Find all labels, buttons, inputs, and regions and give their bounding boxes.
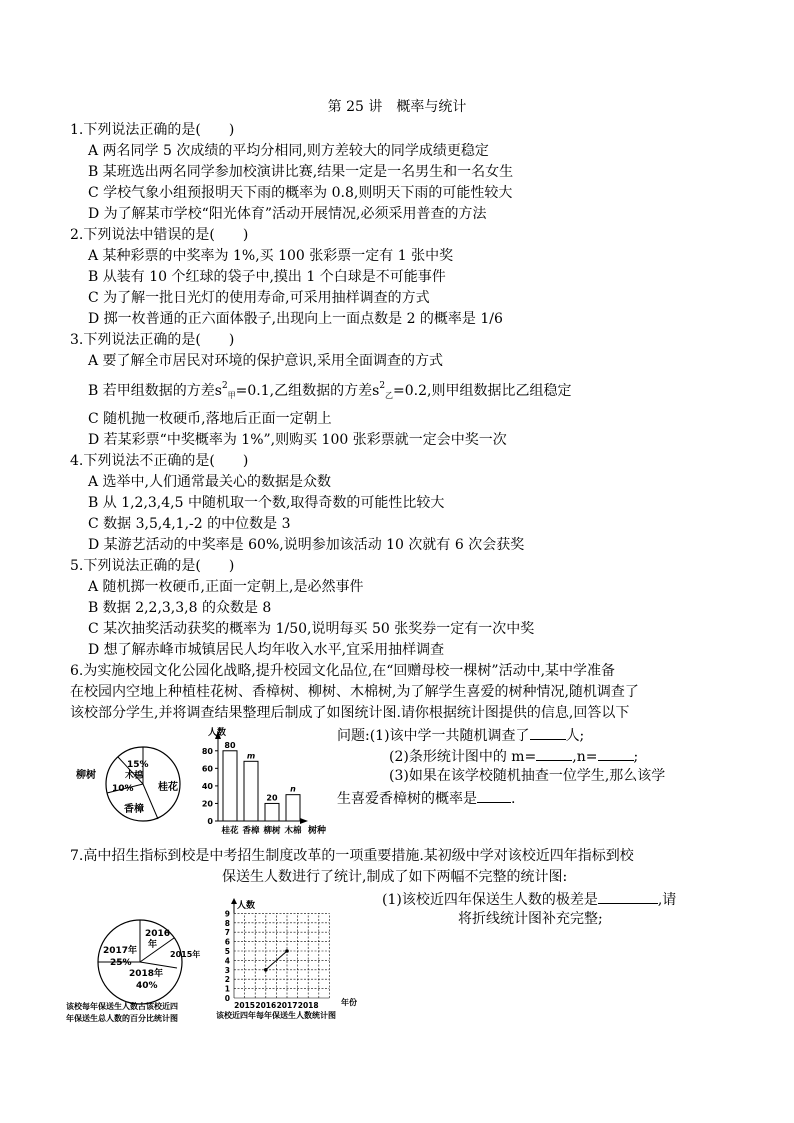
answer-blank-m[interactable] bbox=[536, 746, 572, 761]
line-caption: 该校近四年每年保送生人数统计图 bbox=[216, 1011, 336, 1020]
bar-y-tick-label: 20 bbox=[201, 799, 213, 809]
q5-option-c: C 某次抽奖活动获奖的概率为 1/50,说明每买 50 张奖券一定有一次中奖 bbox=[88, 621, 535, 637]
q4-option-b: B 从 1,2,3,4,5 中随机取一个数,取得奇数的可能性比较大 bbox=[88, 495, 445, 511]
bar-value-label: 20 bbox=[266, 793, 278, 803]
line-y-tick-label: 2 bbox=[224, 975, 230, 985]
q4-option-d: D 某游艺活动的中奖率是 60%,说明参加该活动 10 次就有 6 次会获奖 bbox=[88, 537, 525, 553]
page-title: 第 25 讲 概率与统计 bbox=[327, 99, 467, 115]
bar-2 bbox=[265, 803, 279, 821]
pie-label-2018-pct: 40% bbox=[136, 981, 158, 991]
q5-stem: 5.下列说法正确的是( ) bbox=[70, 558, 235, 574]
answer-blank[interactable] bbox=[530, 725, 566, 740]
line-y-tick-label: 0 bbox=[224, 994, 230, 1003]
variance-symbol: $s^2_甲$ bbox=[214, 381, 236, 400]
line-x-tick-label: 2016 bbox=[255, 1001, 277, 1010]
q7-line1: 7.高中招生指标到校是中考招生制度改革的一项重要措施.某初级中学对该校近四年指标到校 bbox=[70, 848, 634, 864]
line-y-tick-label: 6 bbox=[224, 937, 230, 947]
line-ylabel: 人数 bbox=[237, 901, 256, 911]
pie-label-guihua: 桂花 bbox=[158, 782, 178, 793]
q3-b-pre: B 若甲组数据的方差 bbox=[88, 383, 215, 399]
q5-option-b: B 数据 2,2,3,3,8 的众数是 8 bbox=[88, 600, 272, 616]
q6-line3: 该校部分学生,并将调查结果整理后制成了如图统计图.请你根据统计图提供的信息,回答以下 bbox=[70, 705, 630, 721]
pie-label-2017: 2017年 bbox=[103, 946, 138, 956]
bar-value-label: m bbox=[246, 751, 256, 761]
line-xlabel: 年份 bbox=[341, 998, 357, 1007]
bar-0 bbox=[223, 751, 237, 821]
q2-option-a: A 某种彩票的中奖率为 1%,买 100 张彩票一定有 1 张中奖 bbox=[88, 248, 454, 264]
pie-label-2016-suffix: 年 bbox=[148, 940, 158, 950]
q6-sub1: 问题:(1)该中学一共随机调查了 人; bbox=[337, 725, 584, 745]
pie-label-xiangzhang: 香樟 bbox=[124, 804, 144, 815]
q5-option-a: A 随机掷一枚硬币,正面一定朝上,是必然事件 bbox=[88, 579, 364, 595]
pie-label-2017-pct: 25% bbox=[110, 958, 132, 968]
bar-y-tick-label: 40 bbox=[201, 781, 213, 791]
q4-stem: 4.下列说法不正确的是( ) bbox=[70, 453, 249, 469]
q6-line1: 6.为实施校园文化公园化战略,提升校园文化品位,在“回赠母校一棵树”活动中,某中学准备 bbox=[70, 663, 616, 679]
bar-3 bbox=[286, 795, 300, 821]
line-y-tick-label: 9 bbox=[224, 909, 230, 919]
line-y-tick-label: 8 bbox=[224, 918, 230, 928]
q3-option-d: D 若某彩票“中奖概率为 1%”,则购买 100 张彩票就一定会中奖一次 bbox=[88, 432, 507, 448]
pie-label-liushu: 柳树 bbox=[76, 770, 96, 781]
bar-xlabel: 树种 bbox=[308, 826, 327, 836]
line-y-tick-label: 4 bbox=[224, 956, 230, 966]
q3-option-a: A 要了解全市居民对环境的保护意识,采用全面调查的方式 bbox=[88, 353, 444, 369]
line-x-tick-label: 2018 bbox=[297, 1001, 319, 1010]
bar-category-label: 木棉 bbox=[284, 826, 302, 836]
bar-ylabel: 人数 bbox=[208, 728, 227, 738]
q7-pie-chart bbox=[66, 908, 216, 1028]
pie-caption-1: 该校每年保送生人数占该校近四 bbox=[66, 1002, 178, 1011]
q3-b-mid: =0.1,乙组数据的方差 bbox=[235, 383, 373, 399]
q1-option-c: C 学校气象小组预报明天下雨的概率为 0.8,则明天下雨的可能性较大 bbox=[88, 185, 513, 201]
bar-y-tick-label: 60 bbox=[201, 764, 213, 774]
pie-label-mumian: 木棉 bbox=[125, 771, 144, 781]
variance-symbol: $s^2_乙$ bbox=[372, 381, 394, 400]
bar-category-label: 香樟 bbox=[242, 826, 260, 836]
q4-option-a: A 选举中,人们通常最关心的数据是众数 bbox=[88, 474, 332, 490]
pie-caption-2: 年保送生总人数的百分比统计图 bbox=[66, 1014, 178, 1023]
q6-sub2: (2)条形统计图中的 m= ,n= ; bbox=[389, 746, 638, 766]
q6-bar-chart bbox=[196, 725, 336, 840]
q2-option-c: C 为了解一批日光灯的使用寿命,可采用抽样调查的方式 bbox=[88, 290, 430, 306]
bar-category-label: 桂花 bbox=[221, 826, 239, 836]
bar-value-label: 80 bbox=[224, 740, 236, 750]
q7-sub1b: 将折线统计图补充完整; bbox=[458, 911, 603, 927]
line-x-tick-label: 2017 bbox=[276, 1001, 298, 1010]
q7-line2: 保送生人数进行了统计,制成了如下两幅不完整的统计图: bbox=[222, 869, 568, 885]
answer-blank[interactable] bbox=[477, 788, 511, 803]
q7-sub1: (1)该校近四年保送生人数的极差是 ,请 bbox=[382, 889, 676, 909]
pie-label-liushu-pct: 10% bbox=[112, 784, 134, 794]
line-y-tick-label: 1 bbox=[224, 984, 230, 994]
q2-option-b: B 从装有 10 个红球的袋子中,摸出 1 个白球是不可能事件 bbox=[88, 269, 446, 285]
pie-label-2018: 2018年 bbox=[129, 969, 164, 979]
q1-option-a: A 两名同学 5 次成绩的平均分相同,则方差较大的同学成绩更稳定 bbox=[88, 143, 489, 159]
q4-option-c: C 数据 3,5,4,1,-2 的中位数是 3 bbox=[88, 516, 291, 532]
line-y-tick-label: 3 bbox=[224, 965, 230, 975]
pie-label-2015: 2015年 bbox=[170, 950, 201, 959]
answer-blank-n[interactable] bbox=[598, 746, 634, 761]
q6-sub3b: 生喜爱香樟树的概率是 . bbox=[337, 788, 515, 808]
pie-label-2016: 2016 bbox=[145, 929, 171, 939]
q1-option-b: B 某班选出两名同学参加校演讲比赛,结果一定是一名男生和一名女生 bbox=[88, 164, 514, 180]
q2-stem: 2.下列说法中错误的是( ) bbox=[70, 227, 249, 243]
q3-option-c: C 随机抛一枚硬币,落地后正面一定朝上 bbox=[88, 411, 332, 427]
bar-category-label: 柳树 bbox=[263, 826, 281, 836]
line-x-tick-label: 2015 bbox=[234, 1001, 256, 1010]
q2-option-d: D 掷一枚普通的正六面体骰子,出现向上一面点数是 2 的概率是 1/6 bbox=[88, 311, 503, 327]
pie-label-mumian-pct: 15% bbox=[127, 760, 149, 770]
q3-stem: 3.下列说法正确的是( ) bbox=[70, 332, 235, 348]
q1-option-d: D 为了解某市学校“阳光体育”活动开展情况,必须采用普查的方法 bbox=[88, 206, 487, 222]
bar-y-tick-label: 80 bbox=[201, 746, 213, 756]
q7-line-chart bbox=[212, 896, 372, 1024]
line-y-tick-label: 5 bbox=[224, 947, 230, 956]
line-y-tick-label: 7 bbox=[224, 928, 230, 938]
q3-option-b bbox=[88, 382, 572, 402]
answer-blank[interactable] bbox=[598, 889, 658, 904]
q6-line2: 在校园内空地上种植桂花树、香樟树、柳树、木棉树,为了解学生喜爱的树种情况,随机调查了 bbox=[70, 684, 639, 700]
q6-pie-chart bbox=[76, 738, 194, 830]
q6-sub3a: (3)如果在该学校随机抽查一位学生,那么该学 bbox=[389, 768, 666, 784]
bar-1 bbox=[244, 761, 258, 821]
q5-option-d: D 想了解赤峰市城镇居民人均年收入水平,宜采用抽样调查 bbox=[88, 642, 445, 658]
q1-stem: 1.下列说法正确的是( ) bbox=[70, 122, 235, 138]
bar-y-tick-label: 0 bbox=[207, 817, 213, 826]
bar-value-label: n bbox=[290, 784, 296, 794]
q3-b-post: =0.2,则甲组数据比乙组稳定 bbox=[393, 383, 572, 399]
